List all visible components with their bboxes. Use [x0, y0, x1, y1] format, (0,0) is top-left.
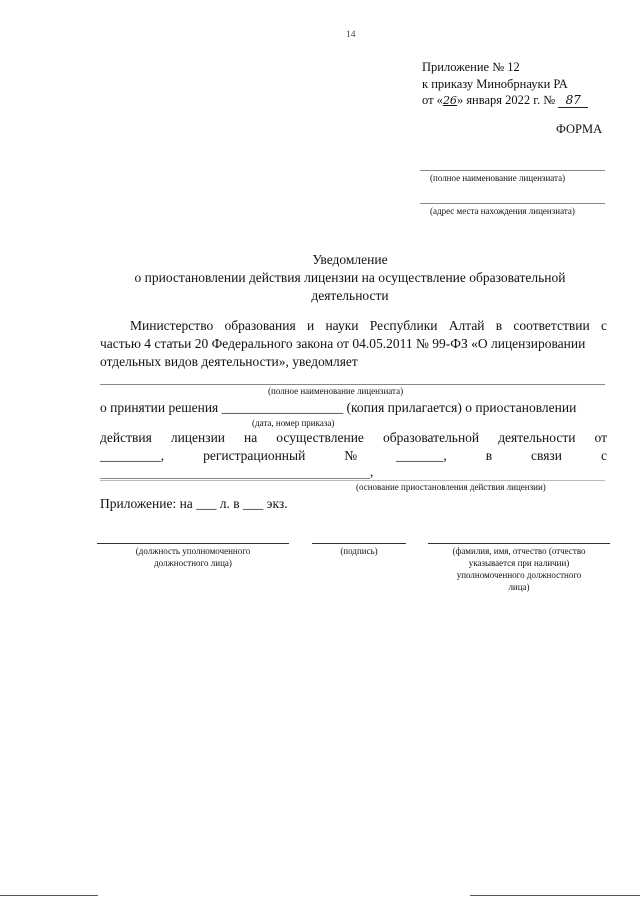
notice-subtitle-line2: деятельности [311, 288, 389, 303]
word: регистрационный [203, 448, 306, 463]
word: соответствии [513, 318, 590, 333]
license-action-line [100, 430, 607, 446]
word: на [244, 430, 258, 445]
word: _______, [396, 448, 447, 463]
word: образования [224, 318, 296, 333]
word: действия [100, 430, 152, 445]
decision-line: о принятии решения __________________ (копия прилагается) о приостановлении [100, 400, 577, 415]
word: № [344, 448, 358, 463]
licensee-fullname-caption: (полное наименование лицензиата) [268, 386, 404, 396]
basis-caption: (основание приостановления действия лицензии) [356, 482, 546, 492]
word: Алтай [448, 318, 485, 333]
licensee-name-line [420, 170, 605, 171]
order-reference: к приказу Минобрнауки РА [422, 77, 568, 91]
body-paragraph-line1 [130, 318, 607, 334]
word: науки [325, 318, 359, 333]
word: от [594, 430, 607, 445]
position-caption-2: должностного лица) [154, 558, 232, 568]
word: в [495, 318, 503, 333]
form-label: ФОРМА [556, 122, 603, 136]
word: лицензии [170, 430, 226, 445]
notice-title: Уведомление [312, 252, 388, 267]
word: образовательной [382, 430, 480, 445]
word: связи [531, 448, 562, 463]
order-number: 87 [558, 93, 588, 108]
licensee-name-caption: (полное наименование лицензиата) [430, 173, 566, 183]
word: в [485, 448, 493, 463]
word: деятельности [498, 430, 576, 445]
page-number: 14 [346, 30, 356, 40]
signature-caption: (подпись) [340, 546, 378, 556]
word: Республики [369, 318, 438, 333]
order-date-day: 26 [442, 94, 457, 107]
word: осуществление [276, 430, 364, 445]
order-date-number-caption: (дата, номер приказа) [252, 418, 335, 428]
licensee-address-line [420, 203, 605, 204]
notice-subtitle-line1: о приостановлении действия лицензии на осуществление образовательной [134, 270, 566, 285]
fio-caption-1: (фамилия, имя, отчество (отчество [452, 546, 586, 556]
word: и [306, 318, 315, 333]
order-date-line [422, 93, 588, 108]
word: _________, [100, 448, 165, 463]
basis-underline [100, 480, 605, 481]
licensee-address-caption: (адрес места нахождения лицензиата) [430, 206, 575, 216]
word: с [600, 318, 607, 333]
fio-line [428, 543, 610, 544]
registration-line [100, 448, 607, 464]
basis-line-comma: , [370, 464, 374, 479]
fio-caption-2: указывается при наличии) [468, 558, 570, 568]
position-caption-1: (должность уполномоченного [135, 546, 251, 556]
word: Министерство [130, 318, 214, 333]
attachment-line: Приложение: на ___ л. в ___ экз. [100, 496, 288, 511]
basis-line [100, 478, 370, 479]
body-paragraph-line3: отдельных видов деятельности», уведомляет [100, 354, 358, 369]
order-date-mid: » января 2022 г. № [456, 93, 556, 107]
signature-line [312, 543, 406, 544]
word: с [600, 448, 607, 463]
position-line [97, 543, 289, 544]
appendix-number: Приложение № 12 [422, 60, 520, 74]
licensee-fullname-line [100, 384, 605, 385]
order-date-prefix: от « [422, 93, 443, 107]
scan-edge-left [0, 895, 98, 896]
fio-caption-3: уполномоченного должностного [456, 570, 582, 580]
body-paragraph-line2: частью 4 статьи 20 Федерального закона от 04.05.2011 № 99-ФЗ «О лицензировании [100, 336, 586, 351]
scan-edge-right [470, 895, 640, 896]
fio-caption-4: лица) [508, 582, 530, 592]
